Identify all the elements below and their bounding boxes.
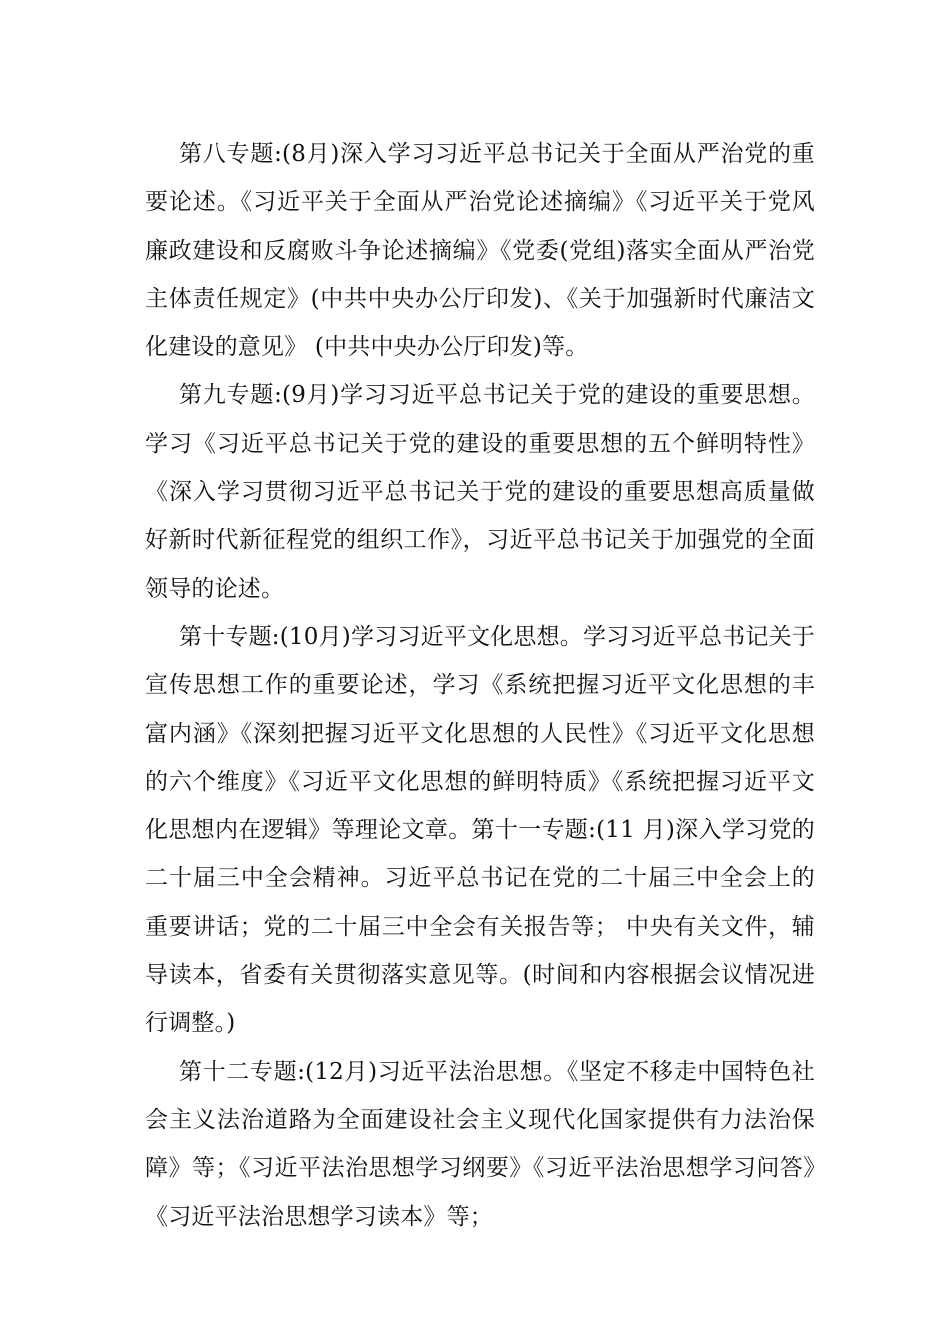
paragraph-topic-8: 第八专题:(8月)深入学习习近平总书记关于全面从严治党的重要论述。《习近平关于全面从严治党论述摘编》《习近平关于党风廉政建设和反腐败斗争论述摘编》《党委(党组)落实全面从严治党主体责任规定》(中共中央办公厅印发)、《关于加强新时代廉洁文化建设的意见》 (中共中央办公厅印发)等。 <box>145 141 815 361</box>
document-body <box>145 130 815 1241</box>
paragraph-topic-9: 第九专题:(9月)学习习近平总书记关于党的建设的重要思想。学习《习近平总书记关于党的建设的重要思想的五个鲜明特性》《深入学习贯彻习近平总书记关于党的建设的重要思想高质量做好新时代新征程党的组织工作》，习近平总书记关于加强党的全面领导的论述。 <box>145 382 815 602</box>
paragraph-topic-12: 第十二专题:(12月)习近平法治思想。《坚定不移走中国特色社会主义法治道路为全面建设社会主义现代化国家提供有力法治保障》等；《习近平法治思想学习纲要》《习近平法治思想学习问答》《习近平法治思想学习读本》等； <box>145 1058 815 1230</box>
paragraph-topic-10-11: 第十专题:(10月)学习习近平文化思想。学习习近平总书记关于宣传思想工作的重要论述，学习《系统把握习近平文化思想的丰富内涵》《深刻把握习近平文化思想的人民性》《习近平文化思想的六个维度》《习近平文化思想的鲜明特质》《系统把握习近平文化思想内在逻辑》等理论文章。第十一专题:(11 月)深入学习党的二十届三中全会精神。习近平总书记在党的二十届三中全会上的重要讲话；党的二十届三中全会有关报告等； 中央有关文件，辅导读本，省委有关贯彻落实意见等。(时间和内容根据会议情况进行调整。) <box>145 623 815 1037</box>
